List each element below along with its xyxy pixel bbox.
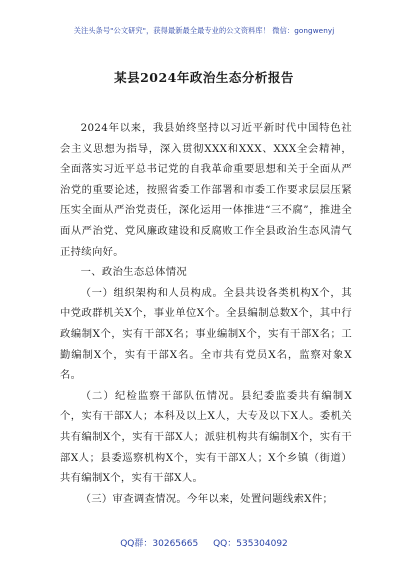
footer [0,536,408,549]
footer-qq-group: QQ群：30265665 [120,539,199,549]
document-title: 某县2024年政治生态分析报告 [114,70,294,85]
document-body [60,118,352,509]
paragraph-organization: （一）组织架构和人员构成。全县共设各类机构X个，其中党政群机关X个，事业单位X个。全县编制总数X个，其中行政编制X个，实有干部X名；事业编制X个，实有干部X名；工勤编制X个，实有干部X名。全市共有党员X名，监察对象X名。 [60,286,352,382]
footer-qq: QQ：535304092 [213,539,288,549]
paragraph-intro: 2024年以来，我县始终坚持以习近平新时代中国特色社会主义思想为指导，深入贯彻XXX和XXX、XXX全会精神，全面落实习近平总书记党的自我革命重要思想和关于全面从严治党的重要论述，按照省委工作部署和市委工作要求层层压紧压实全面从严治党责任，深化运用一体推进“三不腐”，推进全面从严治党、党风廉政建设和反腐败工作全县政治生态风清气正持续向好。 [60,122,352,258]
header-note: 关注头条号"公文研究"，获得最新最全最专业的公文资料库！ 微信：gongwenyj [73,26,335,35]
paragraph-investigation: （三）审查调查情况。今年以来，处置问题线索X件； [80,492,334,505]
section-heading: 一、政治生态总体情况 [80,266,188,279]
paragraph-discipline-team: （二）纪检监察干部队伍情况。县纪委监委共有编制X个，实有干部X人；本科及以上X人，大专及以下X人。委机关共有编制X个，实有干部X人；派驻机构共有编制X个，实有干部X人；县委巡察机构X个，实有干部X人；X个乡镇（街道）共有编制X个，实有干部X人。 [60,389,352,485]
